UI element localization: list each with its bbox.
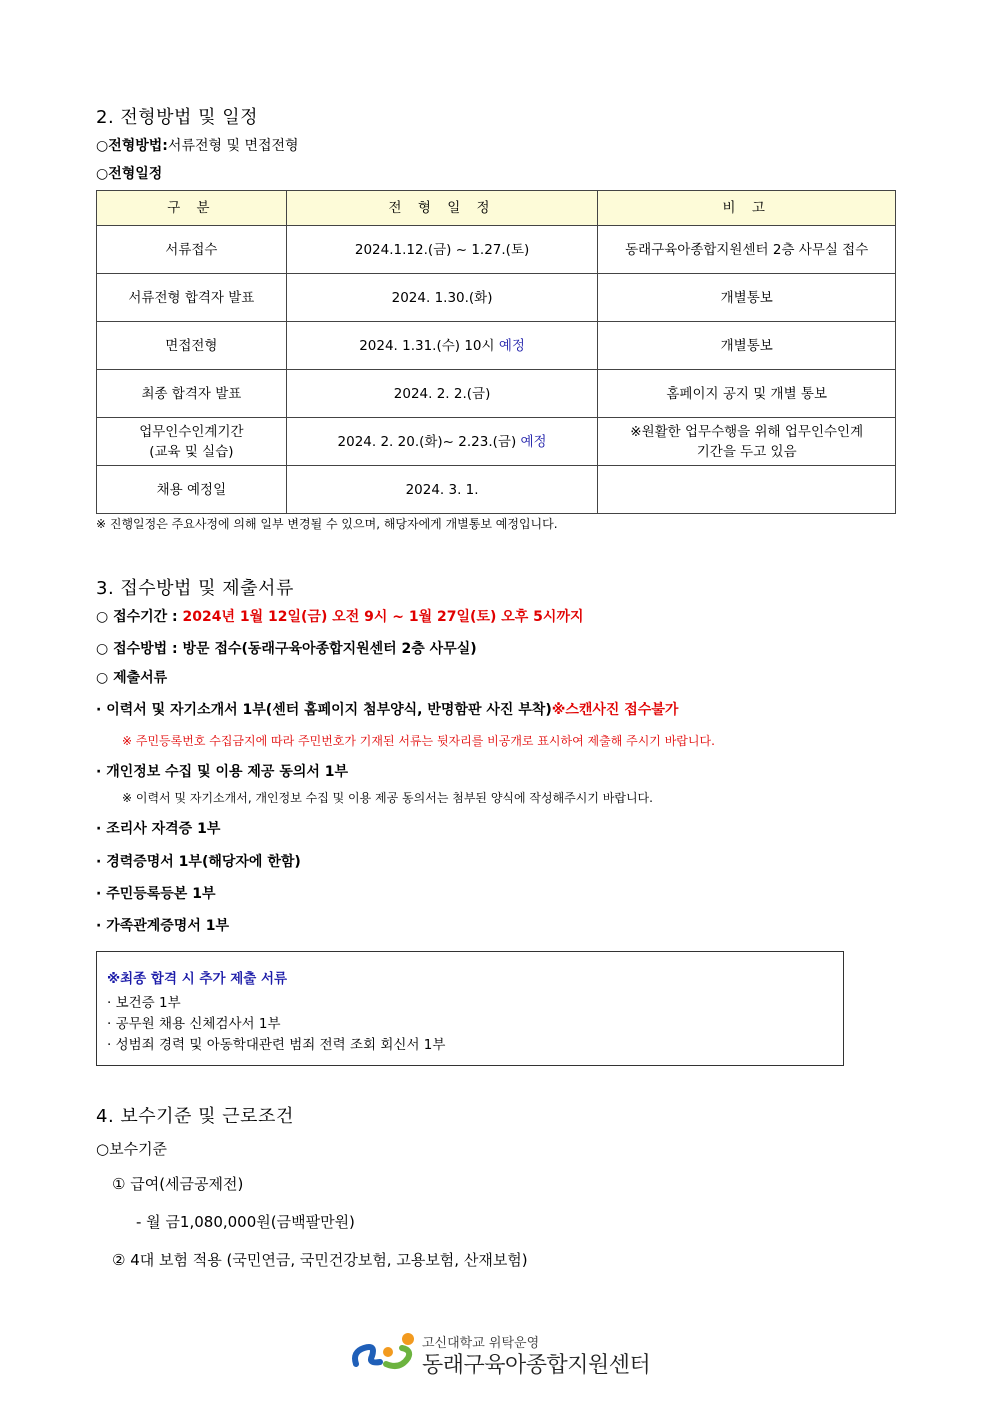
period-label: ○ 접수기간 :: [96, 609, 183, 625]
period-value: 2024년 1월 12일(금) 오전 9시 ~ 1월 27일(토) 오후 5시까지: [182, 609, 584, 625]
table-row: [97, 226, 896, 274]
header-category: 구 분: [97, 191, 287, 226]
method-line: [96, 135, 299, 155]
table-row: [97, 466, 896, 514]
row-date: 2024. 2. 20.(화)~ 2.23.(금) 예정: [286, 418, 598, 466]
table-header-row: [97, 191, 896, 226]
row-date: 2024. 1.31.(수) 10시 예정: [286, 322, 598, 370]
list-item: · 보건증 1부: [107, 995, 181, 1011]
row-remark: 동래구육아종합지원센터 2층 사무실 접수: [598, 226, 896, 274]
doc1-note: ※ 주민등록번호 수집금지에 따라 주민번호가 기재된 서류는 뒷자리를 비공개로 표시하여 제출해 주시기 바랍니다.: [122, 734, 715, 748]
row-category: 최종 합격자 발표: [97, 370, 287, 418]
table-row: [97, 322, 896, 370]
row-remark: 개별통보: [598, 322, 896, 370]
logo-subtitle: 고신대학교 위탁운영: [422, 1336, 540, 1351]
table-row: [97, 274, 896, 322]
row-category: 채용 예정일: [97, 466, 287, 514]
doc-item: · 개인정보 수집 및 이용 제공 동의서 1부: [96, 764, 349, 780]
doc-item: · 경력증명서 1부(해당자에 한함): [96, 854, 301, 870]
pay-label: ○보수기준: [96, 1140, 168, 1158]
pay-item-2: ② 4대 보험 적용 (국민연금, 국민건강보험, 고용보험, 산재보험): [112, 1251, 528, 1269]
center-logo: [350, 1330, 650, 1380]
list-item: · 공무원 채용 신체검사서 1부: [107, 1016, 281, 1032]
header-remarks: 비 고: [598, 191, 896, 226]
schedule-footnote: ※ 진행일정은 주요사정에 의해 일부 변경될 수 있으며, 해당자에게 개별통보 예정입니다.: [96, 517, 558, 531]
doc-item: · 조리사 자격증 1부: [96, 821, 221, 837]
row-date: 2024.1.12.(금) ~ 1.27.(토): [286, 226, 598, 274]
doc-item: · 이력서 및 자기소개서 1부(센터 홈페이지 첨부양식, 반명함판 사진 부착)※스캔사진 접수불가: [96, 702, 679, 718]
pay-item-1-detail: - 월 금1,080,000원(금백팔만원): [136, 1213, 355, 1231]
tentative-note: 예정: [498, 337, 525, 354]
row-date: 2024. 1.30.(화): [286, 274, 598, 322]
logo-title: 동래구육아종합지원센터: [422, 1353, 651, 1378]
method-label: ○전형방법:: [96, 138, 168, 154]
logo-mark-icon: [350, 1330, 420, 1376]
row-category: 면접전형: [97, 322, 287, 370]
row-date: 2024. 3. 1.: [286, 466, 598, 514]
scan-warning: ※스캔사진 접수불가: [551, 702, 679, 718]
section3-title: 3. 접수방법 및 제출서류: [96, 578, 294, 599]
row-remark: 개별통보: [598, 274, 896, 322]
pay-item-1: ① 급여(세금공제전): [112, 1175, 244, 1193]
tentative-note: 예정: [520, 433, 547, 450]
section4-title: 4. 보수기준 및 근로조건: [96, 1106, 294, 1127]
additional-docs-box: [96, 951, 844, 1066]
receipt-method: ○ 접수방법 : 방문 접수(동래구육아종합지원센터 2층 사무실): [96, 641, 477, 657]
doc-item: · 가족관계증명서 1부: [96, 918, 229, 934]
docs-label: ○ 제출서류: [96, 670, 168, 686]
additional-docs-title: ※최종 합격 시 추가 제출 서류: [107, 971, 288, 987]
row-remark: ※원활한 업무수행을 위해 업무인수인계 기간을 두고 있음: [598, 418, 896, 466]
schedule-table: [96, 190, 896, 514]
table-row: [97, 418, 896, 466]
row-category: 서류전형 합격자 발표: [97, 274, 287, 322]
row-date: 2024. 2. 2.(금): [286, 370, 598, 418]
table-row: [97, 370, 896, 418]
period-line: [96, 606, 584, 626]
section2-title: 2. 전형방법 및 일정: [96, 107, 259, 128]
row-category: 서류접수: [97, 226, 287, 274]
header-schedule: 전 형 일 정: [286, 191, 598, 226]
row-remark: 홈페이지 공지 및 개별 통보: [598, 370, 896, 418]
row-remark: [598, 466, 896, 514]
doc2-note: ※ 이력서 및 자기소개서, 개인정보 수집 및 이용 제공 동의서는 첨부된 양식에 작성해주시기 바랍니다.: [122, 791, 653, 805]
list-item: · 성범죄 경력 및 아동학대관련 범죄 전력 조회 회신서 1부: [107, 1037, 446, 1053]
doc-item: · 주민등록등본 1부: [96, 886, 216, 902]
method-value: 서류전형 및 면접전형: [167, 138, 299, 154]
row-category: 업무인수인계기간 (교육 및 실습): [97, 418, 287, 466]
schedule-label: ○전형일정: [96, 166, 163, 182]
